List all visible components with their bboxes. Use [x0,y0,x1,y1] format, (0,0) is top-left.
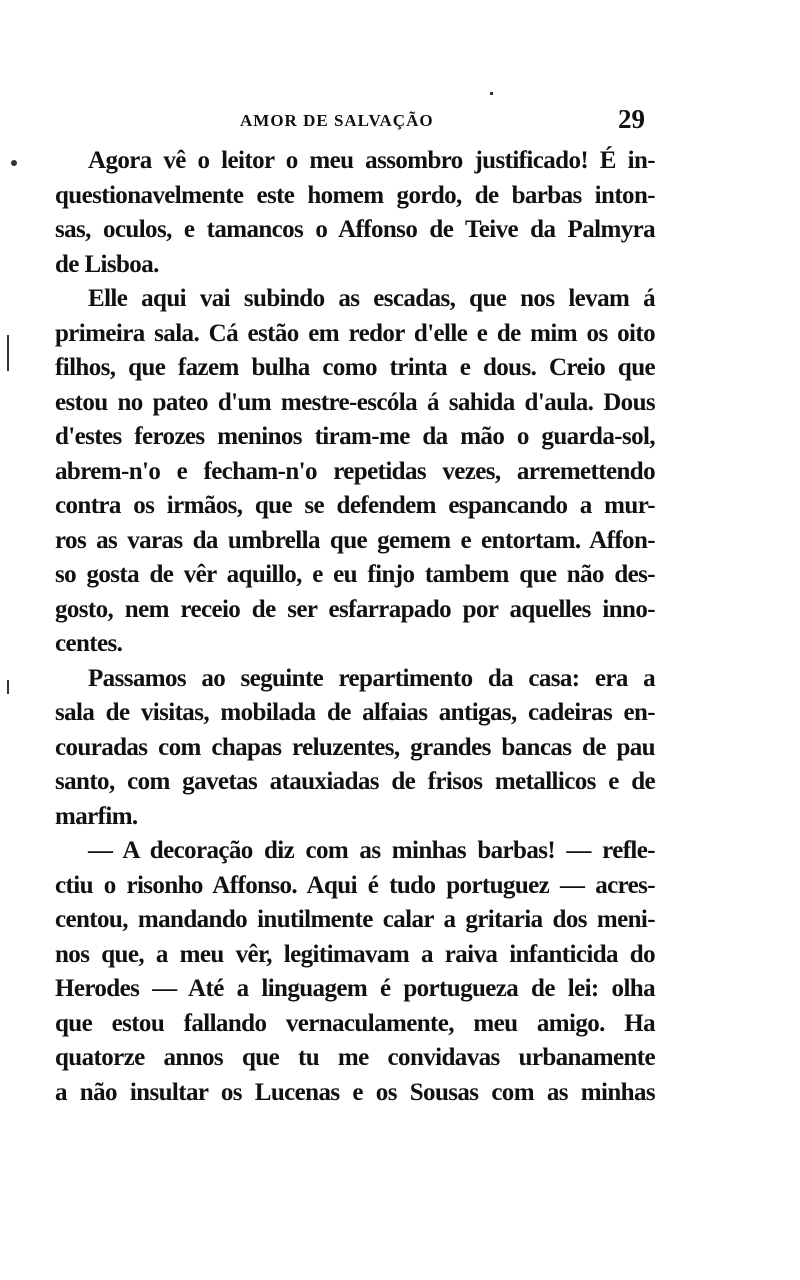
text-line: couradas com chapas reluzentes, grandes bancas de pau [55,733,655,761]
text-line: marfim. [55,802,138,830]
text-line: Passamos ao seguinte repartimento da casa: era a [88,664,655,692]
text-line: Agora vê o leitor o meu assombro justificado! É in- [88,147,655,174]
text-line: quatorze annos que tu me convidavas urbanamente [55,1044,655,1071]
text-line: Herodes — Até a linguagem é portugueza de lei: olha [55,975,655,1002]
text-line: ros as varas da umbrella que gemem e entortam. Affon- [55,526,655,554]
text-line: de Lisboa. [55,250,159,278]
scan-speck [7,335,9,371]
text-line: ctiu o risonho Affonso. Aqui é tudo portuguez — acres- [55,871,655,899]
text-line: centou, mandando inutilmente calar a gritaria dos meni- [55,906,655,933]
text-line: questionavelmente este homem gordo, de barbas inton- [55,181,655,209]
text-line: so gosta de vêr aquillo, e eu finjo tambem que não des- [55,561,655,588]
text-line: santo, com gavetas atauxiadas de frisos metallicos e de [55,768,655,795]
text-line: nos que, a meu vêr, legitimavam a raiva infanticida do [55,940,655,968]
text-line: abrem-n'o e fecham-n'o repetidas vezes, arremettendo [55,457,655,485]
text-line: que estou fallando vernaculamente, meu amigo. Ha [55,1009,655,1037]
text-line: a não insultar os Lucenas e os Sousas com as minhas [55,1078,655,1106]
scan-speck [490,92,493,95]
text-line: sas, oculos, e tamancos o Affonso de Teive da Palmyra [55,216,655,243]
text-line: — A decoração diz com as minhas barbas! — refle- [88,837,655,864]
text-line: Elle aqui vai subindo as escadas, que nos levam á [88,285,655,312]
text-line: gosto, nem receio de ser esfarrapado por aquelles inno- [55,595,655,623]
text-line: filhos, que fazem bulha como trinta e dous. Creio que [55,354,655,381]
text-line: d'estes ferozes meninos tiram-me da mão o guarda-sol, [55,423,655,450]
scan-speck [7,680,9,694]
running-header-title: AMOR DE SALVAÇÃO [240,111,434,130]
page-number: 29 [618,104,645,134]
text-line: sala de visitas, mobilada de alfaias antigas, cadeiras en- [55,699,655,726]
text-line: contra os irmãos, que se defendem espancando a mur- [55,492,655,519]
text-line: primeira sala. Cá estão em redor d'elle e de mim os oito [55,319,655,347]
text-line: estou no pateo d'um mestre-escóla á sahida d'aula. Dous [55,388,655,416]
text-line: centes. [55,630,123,657]
scan-speck [11,160,17,166]
